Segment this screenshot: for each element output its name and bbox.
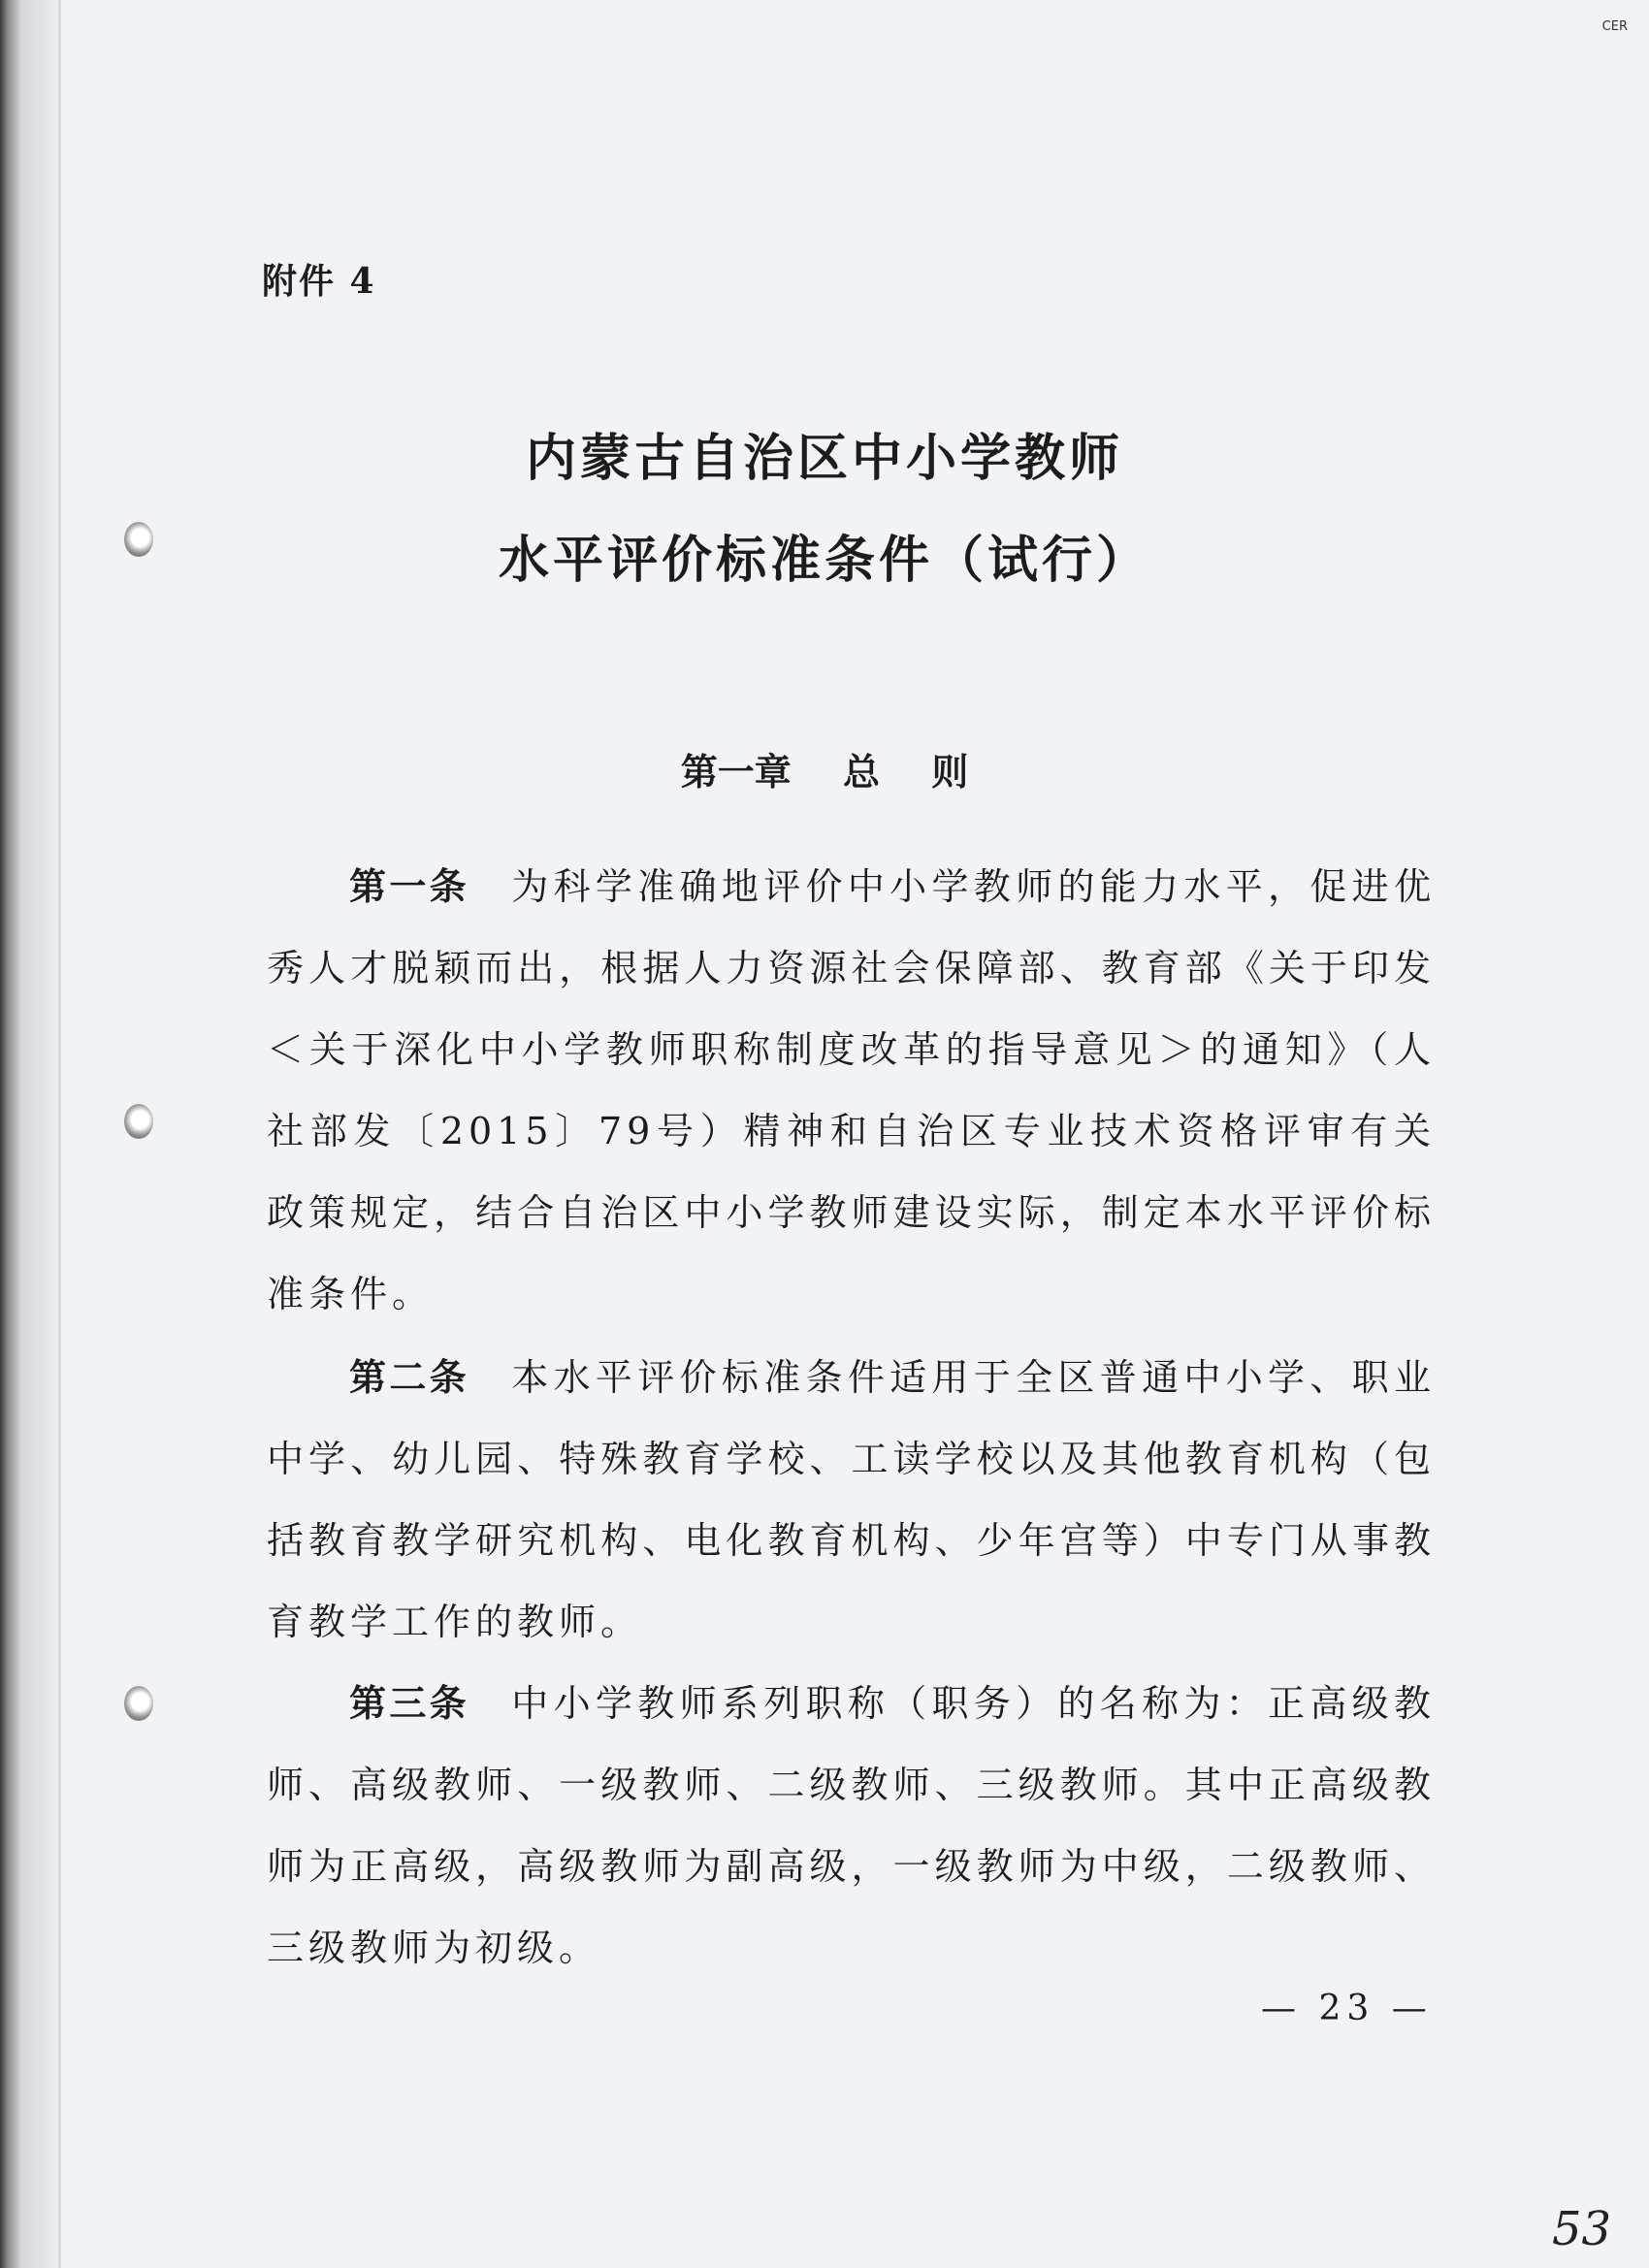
article-3 [267, 1663, 1436, 1989]
article-3-text: 中小学教师系列职称（职务）的名称为：正高级教师、高级教师、一级教师、二级教师、三级教师。其中正高级教师为正高级，高级教师为副高级，一级教师为中级，二级教师、三级教师为初级。 [267, 1682, 1436, 1969]
page-binding-edge [0, 0, 58, 2268]
attachment-label: 附件 4 [262, 261, 376, 302]
article-1-lead: 第一条 [349, 865, 469, 908]
document-title-line-2: 水平评价标准条件（试行） [498, 531, 1150, 590]
punch-hole-middle [124, 1104, 153, 1139]
article-1-text: 为科学准确地评价中小学教师的能力水平，促进优秀人才脱颖而出，根据人力资源社会保障部、教育部《关于印发＜关于深化中小学教师职称制度改革的指导意见＞的通知》（人社部发〔2015〕79号）精神和自治区专业技术资格评审有关政策规定，结合自治区中小学教师建设实际，制定本水平评价标准条件。 [267, 865, 1436, 1315]
article-1 [267, 846, 1436, 1335]
article-2-text: 本水平评价标准条件适用于全区普通中小学、职业中学、幼儿园、特殊教育学校、工读学校以及其他教育机构（包括教育教学研究机构、电化教育机构、少年宫等）中专门从事教育教学工作的教师。 [267, 1356, 1436, 1643]
page-fold-line [58, 0, 61, 2268]
document-title-line-1: 内蒙古自治区中小学教师 [525, 429, 1123, 488]
corner-mark: CER [1601, 19, 1628, 34]
article-2 [267, 1337, 1436, 1663]
page-number: — 23 — [1261, 1989, 1433, 2028]
handwritten-page-number: 53 [1552, 2202, 1612, 2256]
article-2-lead: 第二条 [349, 1356, 469, 1399]
punch-hole-bottom [124, 1686, 153, 1721]
article-3-lead: 第三条 [349, 1682, 469, 1725]
chapter-heading: 第一章 总 则 [680, 750, 969, 794]
